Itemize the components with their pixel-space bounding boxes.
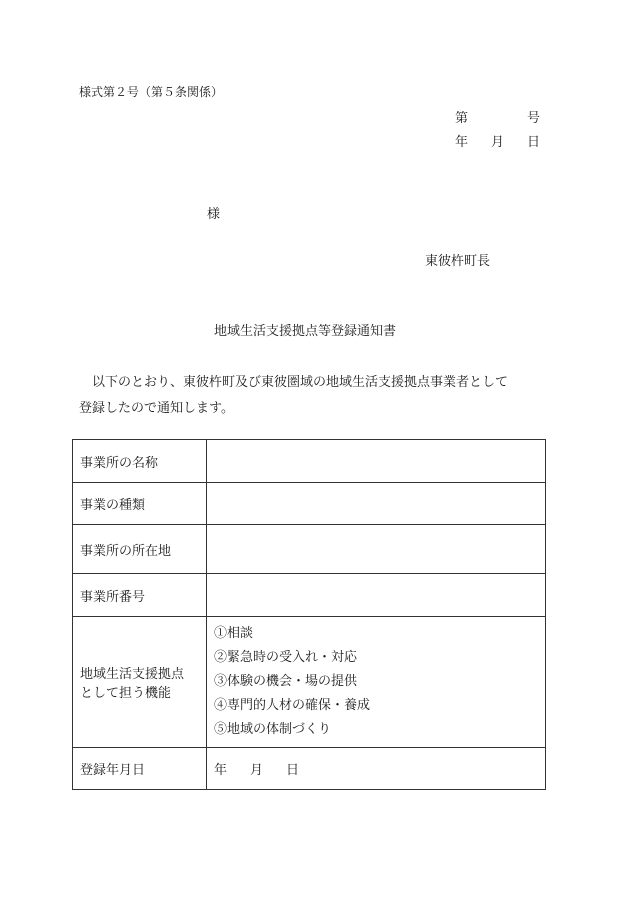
table-row	[73, 483, 546, 525]
office-number-label: 事業所番号	[73, 574, 207, 617]
business-type-label: 事業の種類	[73, 483, 207, 525]
body-line-1: 以下のとおり、東彼杵町及び東彼圏域の地域生活支援拠点事業者として	[92, 375, 509, 390]
office-name-value	[207, 440, 546, 483]
functions-list	[207, 617, 546, 748]
function-item: ①相談	[214, 626, 254, 641]
business-type-value	[207, 483, 546, 525]
functions-label-line-1: 地域生活支援拠点	[80, 667, 185, 682]
registration-year: 年	[214, 763, 228, 778]
document-number-suffix: 号	[527, 111, 541, 126]
office-address-label: 事業所の所在地	[73, 525, 207, 574]
table-row	[73, 440, 546, 483]
issue-date-day: 日	[527, 135, 541, 150]
registration-month: 月	[250, 763, 264, 778]
function-item: ②緊急時の受入れ・対応	[214, 650, 358, 665]
body-line-2: 登録したので通知します。	[79, 401, 234, 416]
table-row	[73, 574, 546, 617]
function-item: ⑤地域の体制づくり	[214, 722, 332, 737]
issue-date-year: 年	[455, 135, 469, 150]
document-title: 地域生活支援拠点等登録通知書	[214, 324, 397, 339]
table-row	[73, 525, 546, 574]
office-address-value	[207, 525, 546, 574]
table-row	[73, 748, 546, 790]
office-number-value	[207, 574, 546, 617]
body-text	[79, 370, 555, 422]
issuer-name: 東彼杵町長	[425, 254, 491, 269]
function-item: ③体験の機会・場の提供	[214, 674, 358, 689]
addressee-honorific: 様	[207, 207, 221, 222]
office-name-label: 事業所の名称	[73, 440, 207, 483]
registration-date-label: 登録年月日	[73, 748, 207, 790]
document-number-label: 第	[455, 111, 469, 126]
registration-table	[72, 439, 546, 790]
function-item: ④専門的人材の確保・養成	[214, 698, 371, 713]
table-row	[73, 617, 546, 748]
registration-date-value	[207, 748, 546, 790]
form-number: 様式第２号（第５条関係）	[79, 85, 224, 99]
registration-day: 日	[286, 763, 300, 778]
functions-label	[73, 617, 207, 748]
functions-label-line-2: として担う機能	[80, 686, 172, 701]
issue-date-month: 月	[491, 135, 505, 150]
